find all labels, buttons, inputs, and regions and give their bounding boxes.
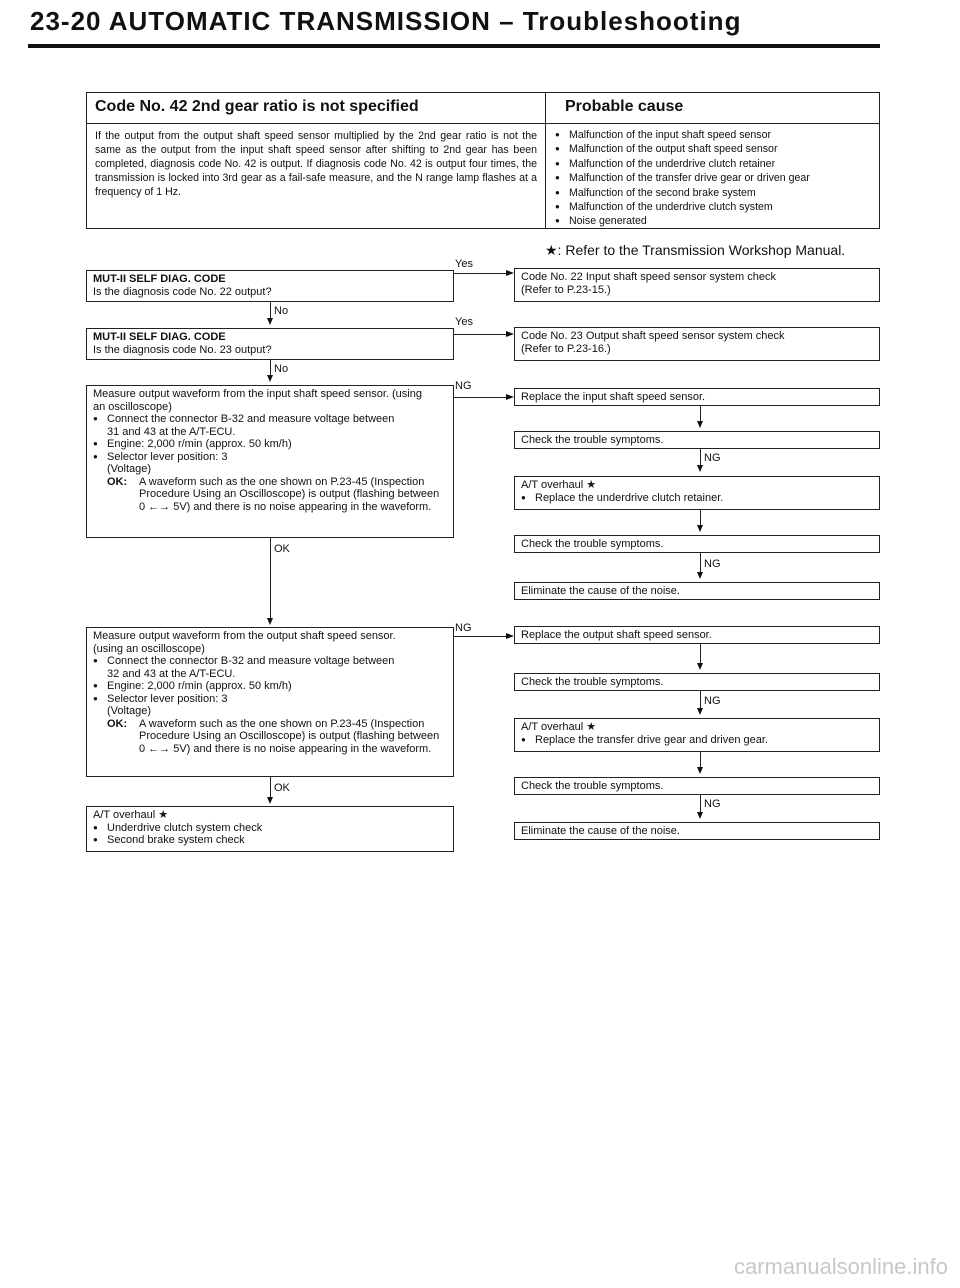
cause-item: ● Malfunction of the transfer drive gear or driven gear [553, 171, 875, 185]
step4-chain-arrow-4 [697, 812, 703, 819]
step4-ok-connector [270, 777, 271, 799]
step3-check1-box [514, 431, 880, 449]
step1-yes-label: Yes [455, 258, 473, 270]
step3-ng-label: NG [455, 380, 472, 392]
header-rule [28, 44, 880, 48]
step1-title: MUT-II SELF DIAG. CODE [93, 273, 226, 285]
step1-yes-box [514, 268, 880, 302]
problem-box-divider [87, 123, 879, 124]
step2-no-arrow [267, 375, 273, 382]
step2-title: MUT-II SELF DIAG. CODE [93, 331, 226, 343]
cause-item: ● Malfunction of the second brake system [553, 186, 875, 200]
step1-yes-line2: (Refer to P.23-15.) [521, 283, 611, 296]
step3-eliminate-box [514, 582, 880, 600]
step4-ng-connector [454, 636, 506, 637]
step3-chain-arrow-1 [697, 421, 703, 428]
step4-check2-text: Check the trouble symptoms. [521, 780, 664, 792]
step4-overhaul-item: ● Replace the transfer drive gear and driven gear. [521, 734, 873, 747]
step3-chain-arrow-3 [697, 525, 703, 532]
step3-ok-arrow [267, 618, 273, 625]
page-header-title: 23-20 AUTOMATIC TRANSMISSION – Troubleshooting [30, 6, 742, 36]
step4-box [86, 627, 454, 777]
cause-item: ● Malfunction of the input shaft speed sensor [553, 128, 875, 142]
step3-bullet3: ● Selector lever position: 3 [93, 451, 447, 464]
step3-chain-arrow-4 [697, 572, 703, 579]
step3-ng-connector [454, 397, 506, 398]
problem-box [86, 92, 880, 229]
step4-ok-arrow [267, 797, 273, 804]
final-item1: ● Underdrive clutch system check [93, 822, 447, 835]
step4-eliminate-text: Eliminate the cause of the noise. [521, 825, 680, 837]
step3-check2-box [514, 535, 880, 553]
step3-ok-text: A waveform such as the one shown on P.23-45 (Inspection Procedure Using an Oscilloscope) is output (flashing between 0 ←→ 5V) and there is no noise appearing in the waveform. [139, 475, 440, 513]
step3-replace-text: Replace the input shaft speed sensor. [521, 391, 706, 403]
cause-item: ● Malfunction of the underdrive clutch system [553, 200, 875, 214]
step1-yes-connector [454, 273, 506, 274]
step4-check2-ng-label: NG [704, 798, 721, 810]
step1-question: Is the diagnosis code No. 22 output? [93, 285, 272, 298]
step4-check1-box [514, 673, 880, 691]
step4-ok-label: OK [274, 782, 290, 794]
step2-yes-line2: (Refer to P.23-16.) [521, 342, 611, 355]
step2-yes-connector [454, 334, 506, 335]
step3-overhaul-box [514, 476, 880, 510]
problem-title: Code No. 42 2nd gear ratio is not specified [95, 98, 419, 115]
step1-box [86, 270, 454, 302]
step4-ok-text: A waveform such as the one shown on P.23-45 (Inspection Procedure Using an Oscilloscope) is output (flashing between 0 ←→ 5V) and there is no noise appearing in the waveform. [139, 717, 440, 755]
step1-no-label: No [274, 305, 289, 317]
step3-check2-ng-label: NG [704, 558, 721, 570]
step4-voltage: (Voltage) [107, 705, 152, 717]
step3-chain-arrow-2 [697, 465, 703, 472]
step3-ok-label: OK [274, 543, 290, 555]
step2-no-label: No [274, 363, 289, 375]
step3-bullet1-cont: 31 and 43 at the A/T-ECU. [107, 425, 236, 438]
step3-eliminate-text: Eliminate the cause of the noise. [521, 585, 680, 597]
step4-eliminate-box [514, 822, 880, 840]
step3-bullet2: ● Engine: 2,000 r/min (approx. 50 km/h) [93, 438, 447, 451]
step4-replace-box [514, 626, 880, 644]
step2-yes-arrow [506, 331, 514, 337]
step2-box [86, 328, 454, 360]
step3-voltage: (Voltage) [107, 463, 152, 475]
probable-cause-list [553, 128, 875, 229]
final-item2: ● Second brake system check [93, 834, 447, 847]
problem-box-column-divider [545, 93, 546, 228]
step4-check1-ng-label: NG [704, 695, 721, 707]
final-title: A/T overhaul ★ [93, 809, 169, 821]
step4-check1-text: Check the trouble symptoms. [521, 676, 664, 688]
step3-box [86, 385, 454, 538]
step4-ng-label: NG [455, 622, 472, 634]
step3-ok-connector [270, 538, 271, 622]
step3-replace-box [514, 388, 880, 406]
cause-item: ● Malfunction of the output shaft speed sensor [553, 142, 875, 156]
step3-check2-text: Check the trouble symptoms. [521, 538, 664, 550]
step2-yes-line1: Code No. 23 Output shaft speed sensor system check [521, 330, 785, 342]
step4-chain-arrow-2 [697, 708, 703, 715]
problem-description: If the output from the output shaft speed sensor multiplied by the 2nd gear ratio is not the same as the output from the input shaft speed sensor after shifting to 2nd gear has been completed, diagnosis code No. 42 is output. If diagnosis code No. 42 is output four times, the transmission is locked into 3rd gear as a fail-safe measure, and the N range lamp flashes at a frequency of 1 Hz. [95, 130, 537, 198]
step2-yes-box [514, 327, 880, 361]
step3-check1-ng-label: NG [704, 452, 721, 464]
probable-cause-title: Probable cause [565, 98, 684, 115]
step1-yes-arrow [506, 270, 514, 276]
final-overhaul-box [86, 806, 454, 852]
cause-item: ● Noise generated [553, 214, 875, 228]
step4-ng-arrow [506, 633, 514, 639]
site-watermark: carmanualsonline.info [733, 1254, 948, 1279]
step3-line2: an oscilloscope) [93, 400, 172, 413]
step4-line1: Measure output waveform from the output shaft speed sensor. [93, 630, 396, 642]
step1-yes-line1: Code No. 22 Input shaft speed sensor system check [521, 271, 776, 283]
step3-ng-arrow [506, 394, 514, 400]
step1-no-arrow [267, 318, 273, 325]
step4-bullet1: ● Connect the connector B-32 and measure voltage between [93, 655, 447, 668]
step3-line1: Measure output waveform from the input shaft speed sensor. (using [93, 388, 422, 400]
step3-bullet1: ● Connect the connector B-32 and measure voltage between [93, 413, 447, 426]
step4-check2-box [514, 777, 880, 795]
step3-overhaul-item: ● Replace the underdrive clutch retainer. [521, 492, 873, 505]
step4-bullet2: ● Engine: 2,000 r/min (approx. 50 km/h) [93, 680, 447, 693]
cause-item: ● Malfunction of the underdrive clutch retainer [553, 157, 875, 171]
step4-overhaul-box [514, 718, 880, 752]
step2-yes-label: Yes [455, 316, 473, 328]
step4-bullet3: ● Selector lever position: 3 [93, 693, 447, 706]
step4-line2: (using an oscilloscope) [93, 642, 205, 655]
step3-overhaul-title: A/T overhaul ★ [521, 479, 597, 491]
step4-bullet1-cont: 32 and 43 at the A/T-ECU. [107, 667, 236, 680]
step3-ok-key: OK: [107, 475, 128, 488]
step4-ok-key: OK: [107, 717, 128, 730]
step4-chain-arrow-3 [697, 767, 703, 774]
workshop-manual-note: ★: Refer to the Transmission Workshop Manual. [545, 242, 846, 258]
step4-replace-text: Replace the output shaft speed sensor. [521, 629, 712, 641]
step4-chain-arrow-1 [697, 663, 703, 670]
step2-question: Is the diagnosis code No. 23 output? [93, 343, 272, 356]
step3-check1-text: Check the trouble symptoms. [521, 434, 664, 446]
step4-overhaul-title: A/T overhaul ★ [521, 721, 597, 733]
